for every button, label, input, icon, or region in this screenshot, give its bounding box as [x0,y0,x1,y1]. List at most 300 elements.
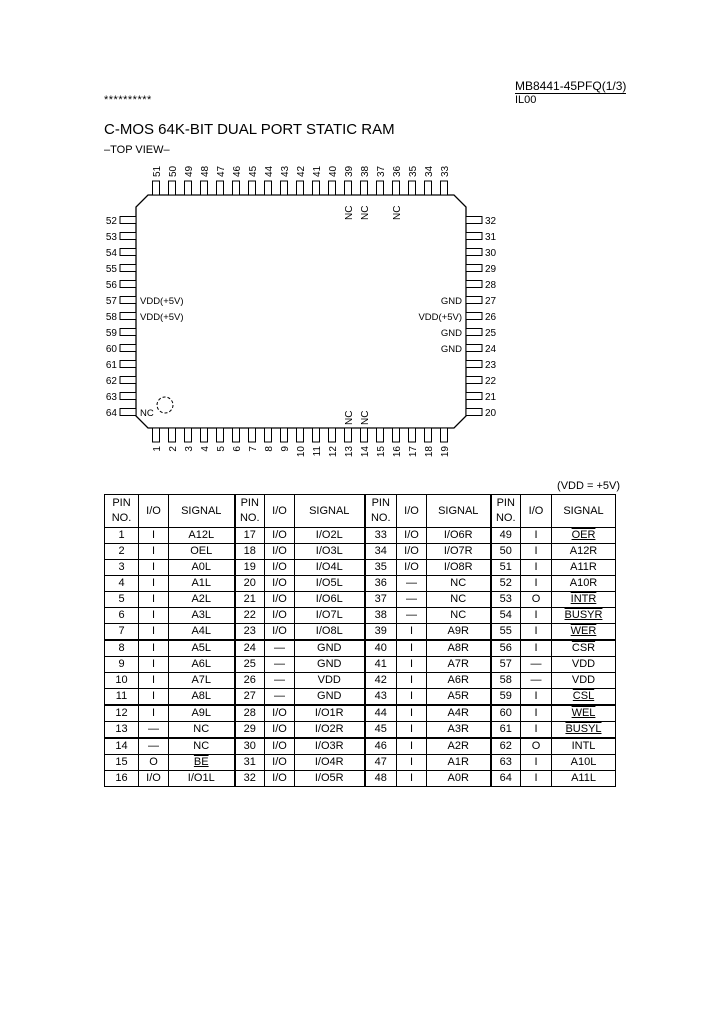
pin-lead [120,249,136,256]
pin-number: 39 [344,165,355,177]
pin-number: 49 [184,165,195,177]
signal-cell [295,624,365,641]
masked-part-number: ********** [104,94,152,106]
table-row [105,771,616,787]
io-cell [265,755,295,771]
io-cell [397,640,427,657]
pin-lead [466,361,482,368]
pin-number: 12 [328,446,339,458]
pin-number: 27 [485,296,497,307]
cell-text: 5 [118,593,125,605]
pin-number: 31 [485,232,497,243]
pin-number-cell [235,624,265,641]
pin-lead [120,265,136,272]
cell-text: 16 [115,772,128,784]
pin-number-cell [235,608,265,624]
cell-text: 25 [243,658,256,670]
cell-text: $\overline{CSR}$ [571,642,596,654]
io-cell [521,544,552,560]
cell-text: O [531,740,541,752]
cell-text: I/O3L [315,545,343,557]
cell-text: I/O8R [443,561,473,573]
cell-text: I/O [272,740,287,752]
signal-cell [427,705,491,722]
io-header: I/O [265,495,295,528]
io-cell [397,673,427,689]
cell-text: I/O7R [443,545,473,557]
pin-number-cell [491,640,521,657]
cell-text: A4L [191,625,212,637]
cell-text: I [151,593,156,605]
pin-lead [201,181,208,195]
pin-number-cell [235,738,265,755]
table-row [105,592,616,608]
pin-number: 36 [392,165,403,177]
table-row [105,624,616,641]
pin-number-cell [235,640,265,657]
io-cell [397,528,427,544]
cell-text: I/O8L [315,625,343,637]
cell-text: 57 [499,658,512,670]
pin-number: 54 [105,248,117,259]
pin-number-cell [365,657,397,673]
cell-text: I [534,529,538,541]
cell-text: I [151,529,156,541]
pin-lead [249,181,256,195]
cell-text: — [148,723,159,735]
cell-text: O [149,756,158,768]
pin-number-cell [105,705,139,722]
cell-text: OER [571,529,596,541]
io-cell [521,560,552,576]
pin-lead [441,428,448,442]
cell-text: 15 [115,756,128,768]
pin-lead [361,428,368,442]
signal-cell [552,624,616,641]
cell-text: 64 [499,772,512,784]
signal-cell [552,771,616,787]
io-cell [397,592,427,608]
cell-text: I [409,674,414,686]
cell-text: A1R [447,756,469,768]
cell-text: I [151,545,156,557]
pin-lead [466,313,482,320]
pin-number-cell [235,755,265,771]
pin-number: 37 [376,165,387,177]
pin-number-cell [365,689,397,706]
io-cell [397,705,427,722]
pin-number: 28 [485,280,497,291]
pin-number: 59 [105,328,117,339]
pin-number-cell [235,560,265,576]
cell-text: 2 [118,545,125,557]
io-cell [265,576,295,592]
pin-lead [441,181,448,195]
pin-number: 20 [485,408,497,419]
cell-text: 18 [243,545,256,557]
table-row [105,528,616,544]
pin-inner-label: VDD(+5V) [418,312,462,323]
cell-text: I [409,642,414,654]
table-row [105,657,616,673]
io-cell [397,576,427,592]
pin-number: 53 [105,232,117,243]
cell-text: 24 [243,642,256,654]
io-cell [521,576,552,592]
signal-cell [427,624,491,641]
page-title: C-MOS 64K-BIT DUAL PORT STATIC RAM [104,121,395,138]
pin-number-header: PIN NO. [235,495,265,528]
signal-cell [169,673,235,689]
cell-text: 14 [115,740,128,752]
pin-number: 11 [312,446,323,457]
cell-text: I [409,658,414,670]
cell-text: — [406,593,417,605]
pin-lead [120,345,136,352]
pin-number-cell [105,673,139,689]
pin-number-cell [491,705,521,722]
pin-lead [120,329,136,336]
cell-text: 3 [118,561,125,573]
cell-text: I [151,609,156,621]
cell-text: O [531,593,541,605]
pin-number-cell [365,771,397,787]
pin-number-cell [365,560,397,576]
pin-lead [409,181,416,195]
pin-number: 10 [296,446,307,458]
cell-text: I [534,756,538,768]
cell-text: A5L [191,642,212,654]
cell-text: 60 [499,707,512,719]
signal-header: SIGNAL [295,495,365,528]
cell-text: 39 [374,625,387,637]
signal-cell [552,705,616,722]
cell-text: WEL [571,707,596,719]
cell-text: 21 [243,593,256,605]
cell-text: I/O [272,577,287,589]
signal-cell [169,592,235,608]
pin-inner-label: VDD(+5V) [140,312,184,323]
cell-text: I/O [272,625,287,637]
cell-text: 44 [374,707,387,719]
io-cell [139,624,169,641]
cell-text: — [274,690,285,702]
pin-number-cell [491,657,521,673]
signal-cell [169,544,235,560]
cell-text: BUSYR [564,609,603,621]
pin-lead [233,428,240,442]
cell-text: 29 [243,723,256,735]
io-cell [265,689,295,706]
pin-number: 46 [232,165,243,177]
pin-inner-label: GND [440,328,462,339]
pin-lead [466,393,482,400]
cell-text: 7 [118,625,125,637]
pin-lead [120,409,136,416]
cell-text: I/O [272,723,287,735]
pin-assignment-table [104,494,616,787]
cell-text: 20 [243,577,256,589]
pin-number-cell [235,722,265,739]
signal-cell [295,738,365,755]
cell-text: 37 [374,593,387,605]
signal-cell [552,738,616,755]
pin-lead [393,428,400,442]
cell-text: 10 [115,674,128,686]
pin-number-cell [365,722,397,739]
pin-number-cell [235,689,265,706]
table-row [105,722,616,739]
io-cell [521,657,552,673]
cell-text: 13 [115,723,128,735]
document-id: MB8441-45PFQ(1/3) [515,79,627,93]
cell-text: 52 [499,577,512,589]
cell-text: A3L [191,609,212,621]
cell-text: BE [193,756,209,768]
cell-text: 63 [499,756,512,768]
pin-number: 15 [376,446,387,458]
pin-lead [466,265,482,272]
table-row [105,673,616,689]
pin-lead [120,313,136,320]
pin-number: 7 [248,446,259,452]
pin-inner-label: NC [360,410,371,425]
cell-text: I [534,690,538,702]
cell-text: I [534,707,538,719]
cell-text: I [534,642,538,654]
cell-text: A3R [447,723,469,735]
cell-text: A10L [570,756,597,768]
cell-text: 54 [499,609,512,621]
table-header-row [105,495,616,528]
pin-inner-label: VDD(+5V) [140,296,184,307]
cell-text: A11R [570,561,597,573]
signal-cell [295,705,365,722]
cell-text: I [409,756,414,768]
signal-cell [427,528,491,544]
cell-text: I [534,577,538,589]
io-header: I/O [139,495,169,528]
pin-lead [120,233,136,240]
pin-number: 44 [264,165,275,177]
cell-text: I/O [404,561,419,573]
cell-text: I [534,723,538,735]
cell-text: I/O2L [315,529,343,541]
cell-text: GND [317,658,342,670]
pin-inner-label: NC [360,205,371,220]
cell-text: A8L [191,690,212,702]
cell-text: I [409,625,414,637]
cell-text: GND [317,690,342,702]
signal-cell [427,592,491,608]
io-cell [521,771,552,787]
pin-number-cell [235,576,265,592]
cell-text: A5R [447,690,469,702]
pin-number: 17 [408,446,419,458]
pin-lead [466,329,482,336]
cell-text: A9L [191,707,212,719]
signal-cell [295,592,365,608]
cell-text: I [409,723,414,735]
pin-number-cell [235,544,265,560]
pin-number-cell [365,640,397,657]
pin-inner-label: GND [440,344,462,355]
cell-text: 55 [499,625,512,637]
cell-text: 43 [374,690,387,702]
io-cell [397,771,427,787]
cell-text: 17 [243,529,256,541]
cell-text: 23 [243,625,256,637]
signal-cell [427,576,491,592]
cell-text: 34 [374,545,387,557]
io-cell [265,673,295,689]
pin-number-header: PIN NO. [491,495,521,528]
signal-cell [427,738,491,755]
supply-voltage-note: (VDD = +5V) [557,480,620,492]
pin-lead [120,281,136,288]
cell-text: 56 [499,642,512,654]
pin-number: 29 [485,264,497,275]
pin-inner-label: NC [392,205,403,220]
io-cell [265,722,295,739]
cell-text: A12L [188,529,215,541]
pin-number: 18 [424,446,435,458]
cell-text: I [151,577,156,589]
signal-cell [169,657,235,673]
pin-number: 41 [312,165,323,177]
io-cell [521,624,552,641]
cell-text: I/O [272,593,287,605]
cell-text: — [530,674,542,686]
pin-number: 56 [105,280,117,291]
signal-cell [552,689,616,706]
pin-number: 9 [280,446,291,452]
pin-number: 63 [105,392,117,403]
cell-text: INTR [570,593,597,605]
cell-text: I/O1L [187,772,215,784]
pin-number: 48 [200,165,211,177]
cell-text: 11 [115,690,128,702]
signal-cell [427,657,491,673]
cell-text: NC [193,740,210,752]
signal-cell [427,771,491,787]
signal-cell [552,608,616,624]
signal-cell [295,755,365,771]
cell-text: 50 [499,545,512,557]
pin-lead [345,428,352,442]
pin-lead [153,428,160,442]
io-cell [139,657,169,673]
signal-cell [427,689,491,706]
cell-text: A8R [447,642,469,654]
table-row [105,689,616,706]
signal-cell [295,689,365,706]
cell-text: I [151,658,156,670]
cell-text: — [530,658,542,670]
pin-number: 45 [248,165,259,177]
package-pinout-diagram [0,0,720,470]
signal-cell [169,689,235,706]
signal-cell [169,608,235,624]
cell-text: A2L [191,593,212,605]
pin-number: 61 [105,360,117,371]
cell-text: NC [450,593,467,605]
cell-text: INTL [571,740,596,752]
pin-number-cell [365,592,397,608]
io-cell [521,689,552,706]
cell-text: A2R [447,740,469,752]
pin-lead [329,428,336,442]
cell-text: I/O [272,609,287,621]
cell-text: 12 [115,707,128,719]
pin-number-cell [105,755,139,771]
pin-lead [169,428,176,442]
cell-text: VDD [317,674,341,686]
pin-number: 47 [216,165,227,177]
pin-number-cell [105,771,139,787]
cell-text: I [409,740,414,752]
cell-text: I [409,707,414,719]
table-row [105,576,616,592]
cell-text: 9 [118,658,125,670]
io-cell [265,657,295,673]
cell-text: I [151,642,156,654]
pin-lead [393,181,400,195]
pin-number: 5 [216,446,227,452]
pin-lead [466,217,482,224]
pin-lead [120,393,136,400]
pin-number-header: PIN NO. [365,495,397,528]
pin-number-cell [235,528,265,544]
pin-lead [466,233,482,240]
cell-text: 22 [243,609,256,621]
cell-text: 48 [374,772,387,784]
io-cell [265,771,295,787]
pin-lead [297,428,304,442]
signal-cell [427,673,491,689]
pin-lead [120,217,136,224]
signal-header: SIGNAL [427,495,491,528]
pin-number: 3 [184,446,195,452]
cell-text: I/O [404,545,419,557]
cell-text: 59 [499,690,512,702]
pin-number-cell [491,560,521,576]
cell-text: 28 [243,707,256,719]
pin-inner-label: GND [440,296,462,307]
cell-text: A1L [191,577,212,589]
signal-cell [295,528,365,544]
cell-text: 62 [499,740,512,752]
pin-number-cell [491,544,521,560]
cell-text: I [151,625,156,637]
cell-text: 4 [118,577,125,589]
io-cell [139,560,169,576]
io-cell [521,528,552,544]
signal-cell [295,608,365,624]
table-row [105,608,616,624]
pin-number-cell [105,640,139,657]
table-row [105,560,616,576]
pin-lead [265,181,272,195]
io-cell [521,608,552,624]
pin-number: 58 [105,312,117,323]
cell-text: 31 [243,756,256,768]
cell-text: — [148,740,159,752]
pin-lead [249,428,256,442]
io-cell [521,673,552,689]
signal-cell [427,722,491,739]
io-cell [265,640,295,657]
